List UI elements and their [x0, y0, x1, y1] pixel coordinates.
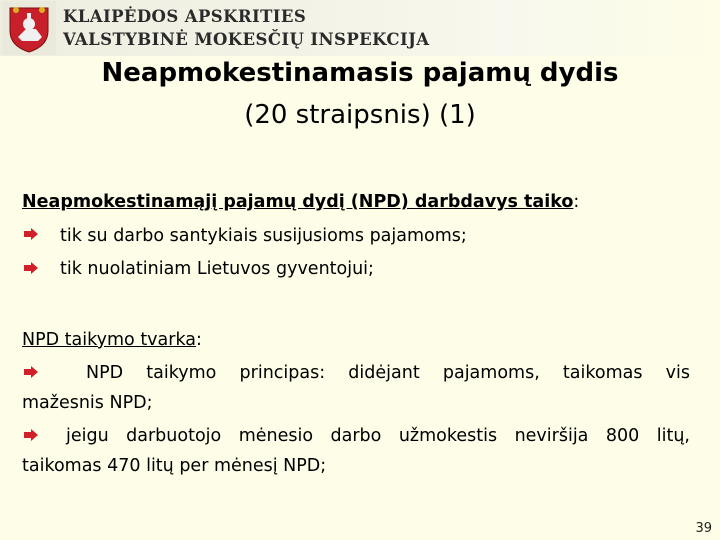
section2-heading: NPD taikymo tvarka: [22, 330, 197, 350]
red-arrow-bullet-icon: [24, 262, 38, 274]
org-name-line2: VALSTYBINĖ MOKESČIŲ INSPEKCIJA: [63, 30, 430, 49]
section2-heading-wrap: [22, 329, 202, 351]
section1-heading-wrap: [22, 191, 579, 213]
slide-title: Neapmokestinamasis pajamų dydis: [101, 58, 619, 88]
section2-heading-colon: :: [196, 330, 202, 350]
section2-bullet-1: [22, 362, 690, 414]
header-bar: [0, 0, 720, 56]
coat-of-arms-icon: [2, 1, 56, 55]
org-name-line1: KLAIPĖDOS APSKRITIES: [63, 7, 307, 26]
section1-heading-colon: :: [573, 192, 580, 212]
section1-bullet-2: tik nuolatiniam Lietuvos gyventojui;: [60, 259, 374, 279]
slide-subtitle: (20 straipsnis) (1): [244, 100, 476, 130]
section2-bullet-1-line1: NPD taikymo principas: didėjant pajamoms, taikomas vis: [86, 363, 690, 383]
page-number: 39: [695, 521, 712, 536]
red-arrow-bullet-icon: [24, 228, 38, 240]
section2-bullet-1-line2: mažesnis NPD;: [22, 393, 153, 413]
section2-bullet-2-line1: jeigu darbuotojo mėnesio darbo užmokestis neviršija 800 litų,: [66, 426, 690, 446]
section1-bullet-1: tik su darbo santykiais susijusioms pajamoms;: [60, 226, 467, 246]
section2-bullet-2: [22, 425, 690, 477]
section2-bullet-2-line2: taikomas 470 litų per mėnesį NPD;: [22, 456, 327, 476]
section1-heading: Neapmokestinamąjį pajamų dydį (NPD) darbdavys taiko: [22, 192, 574, 212]
